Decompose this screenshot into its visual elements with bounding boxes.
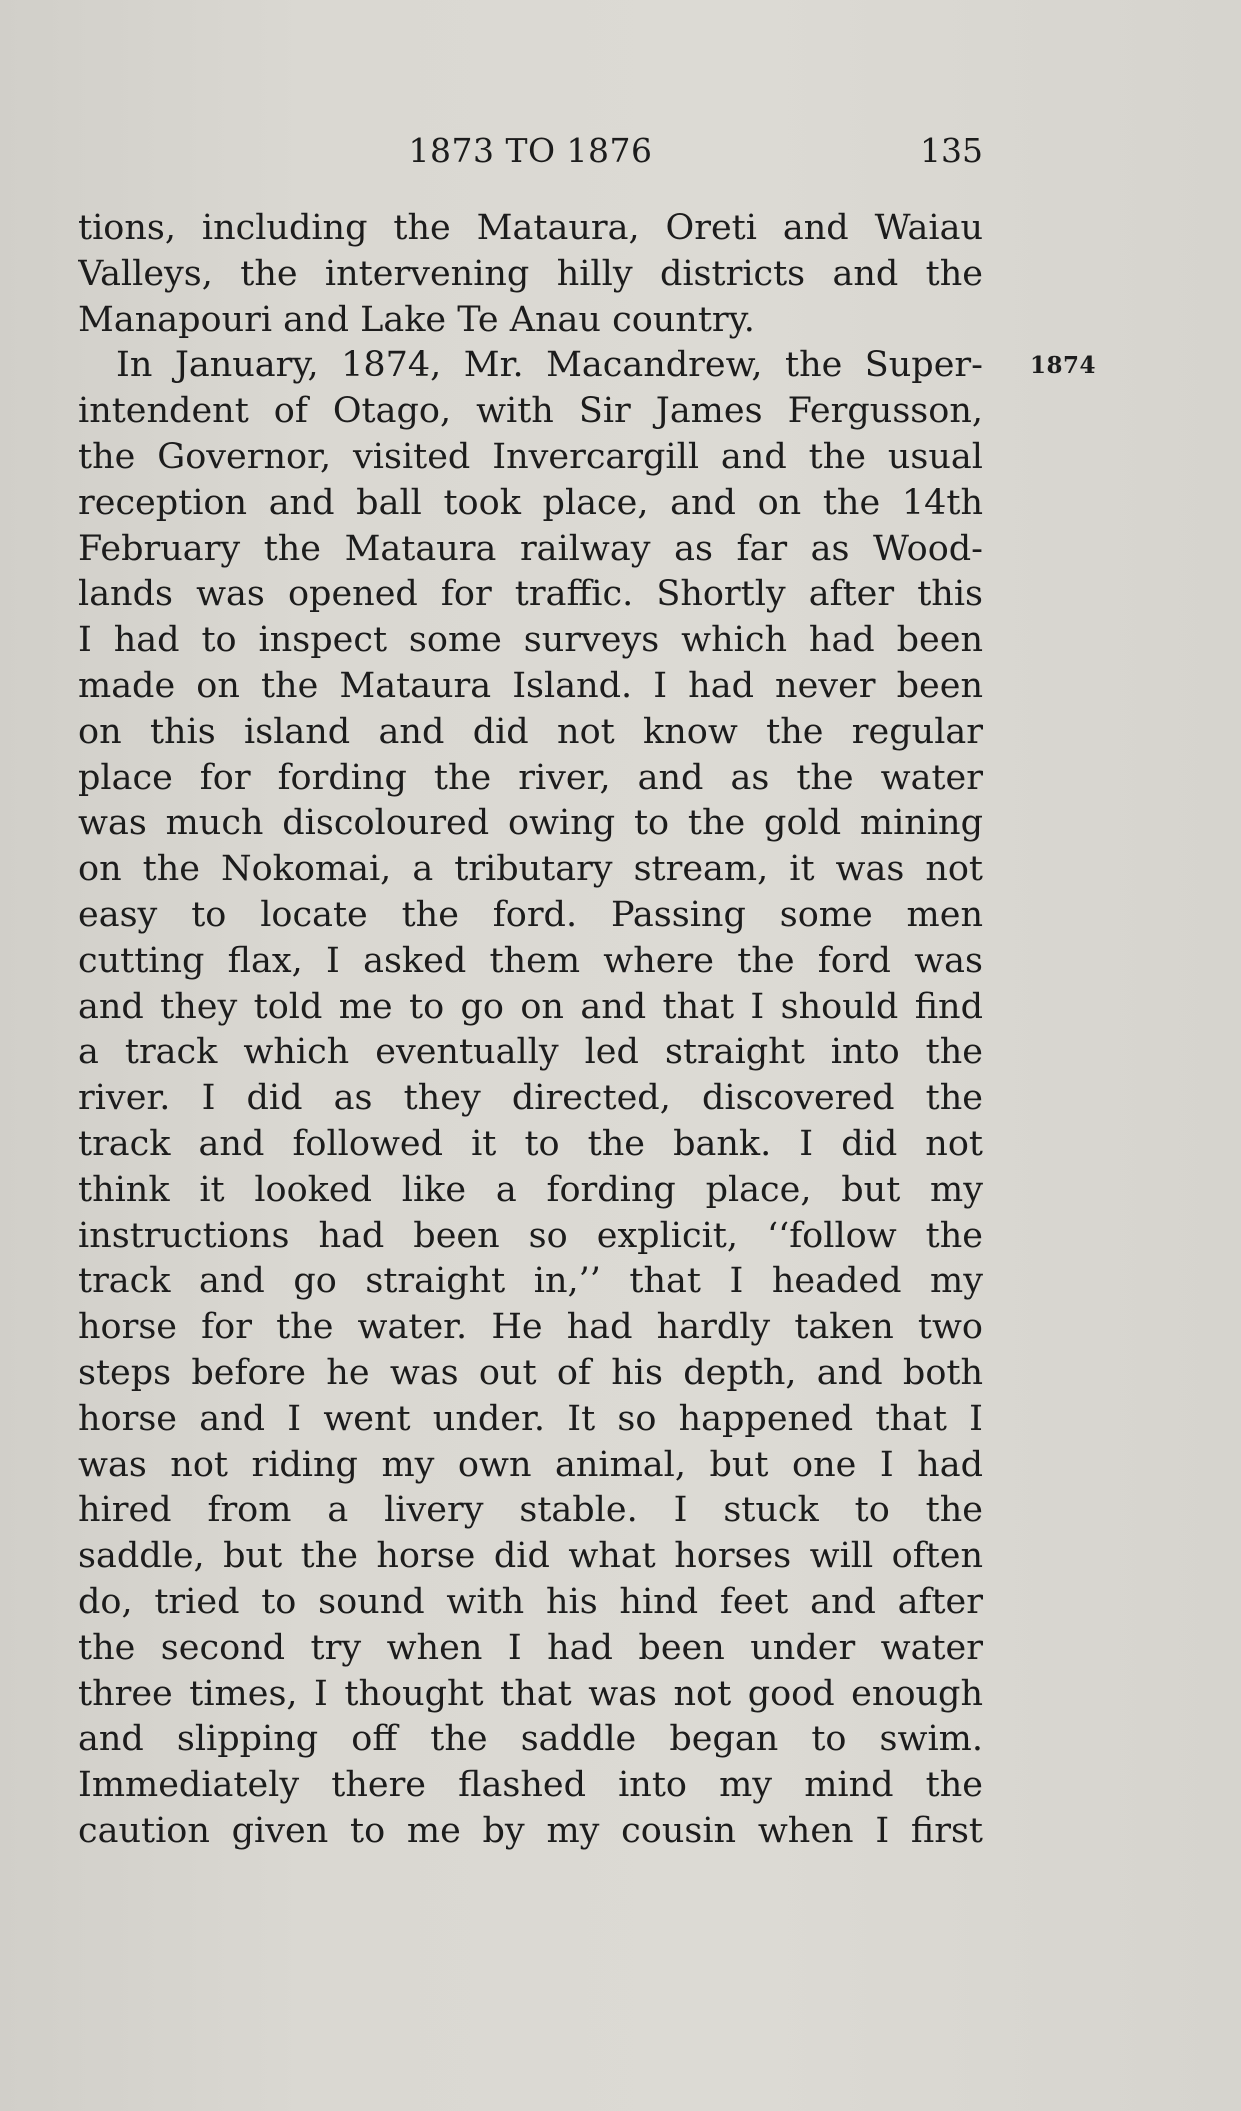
text-line: Valleys, the intervening hilly districts and the xyxy=(78,253,983,294)
text-line: on the Nokomai, a tributary stream, it was not xyxy=(78,849,983,890)
margin-year-note: 1874 xyxy=(1030,352,1097,379)
text-line: I had to inspect some surveys which had been xyxy=(78,620,983,661)
text-line: instructions had been so explicit, ‘‘follow the xyxy=(78,1215,983,1256)
text-line: Immediately there flashed into my mind the xyxy=(78,1765,983,1806)
text-line: horse and I went under. It so happened that I xyxy=(78,1398,983,1439)
text-line: do, tried to sound with his hind feet and after xyxy=(78,1581,983,1622)
page-number: 135 xyxy=(920,131,983,170)
text-line: easy to locate the ford. Passing some men xyxy=(78,894,983,935)
text-line: Manapouri and Lake Te Anau country. xyxy=(78,299,755,340)
text-line: three times, I thought that was not good enough xyxy=(78,1673,983,1714)
body-text xyxy=(78,206,983,1855)
text-line: intendent of Otago, with Sir James Fergusson, xyxy=(78,391,983,432)
running-head xyxy=(78,126,983,176)
text-line: tions, including the Mataura, Oreti and Waiau xyxy=(78,208,983,248)
text-line: river. I did as they directed, discovered the xyxy=(78,1078,983,1119)
text-line: saddle, but the horse did what horses will often xyxy=(78,1536,983,1577)
text-line: the second try when I had been under water xyxy=(78,1627,983,1668)
text-line: reception and ball took place, and on the 14th xyxy=(78,482,983,523)
text-line: February the Mataura railway as far as Wood- xyxy=(78,528,983,569)
text-line: a track which eventually led straight into the xyxy=(78,1032,983,1073)
text-line: on this island and did not know the regular xyxy=(78,711,983,752)
text-line: hired from a livery stable. I stuck to the xyxy=(78,1490,983,1531)
text-line: was not riding my own animal, but one I had xyxy=(78,1444,983,1485)
text-line: think it looked like a fording place, but my xyxy=(78,1169,983,1210)
text-line: place for fording the river, and as the water xyxy=(78,757,983,798)
text-line: track and go straight in,’’ that I headed my xyxy=(78,1261,983,1302)
text-line: cutting flax, I asked them where the ford was xyxy=(78,940,983,981)
text-line: lands was opened for traffic. Shortly after this xyxy=(78,574,983,615)
text-line: caution given to me by my cousin when I first xyxy=(78,1810,983,1851)
text-line: steps before he was out of his depth, and both xyxy=(78,1352,983,1393)
text-line: was much discoloured owing to the gold mining xyxy=(78,803,983,844)
text-line: made on the Mataura Island. I had never been xyxy=(78,665,983,706)
text-line: the Governor, visited Invercargill and the usual xyxy=(78,436,983,477)
text-line: horse for the water. He had hardly taken two xyxy=(78,1307,983,1348)
text-line: In January, 1874, Mr. Macandrew, the Super- xyxy=(116,345,983,386)
running-title: 1873 TO 1876 xyxy=(408,131,653,170)
text-line: track and followed it to the bank. I did not xyxy=(78,1123,983,1164)
text-line: and slipping off the saddle began to swim. xyxy=(78,1719,983,1760)
text-line: and they told me to go on and that I should find xyxy=(78,986,983,1027)
